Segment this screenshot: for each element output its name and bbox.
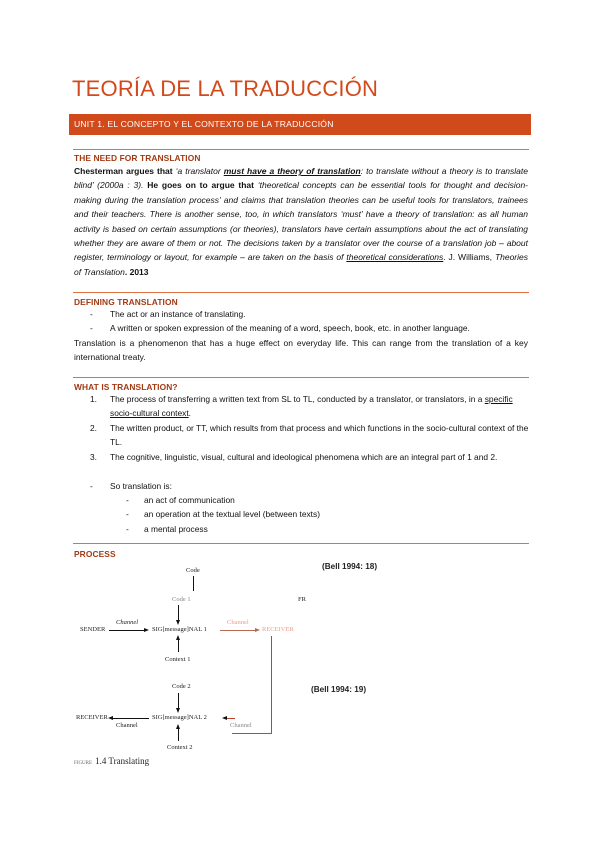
diagram-channel-1: Channel [116,619,139,626]
quote-2-emphasis: theoretical considerations [346,252,444,263]
diagram-line [178,640,179,652]
arrow-down-icon [176,620,180,625]
diagram-line [178,693,179,709]
defining-paragraph: Translation is a phenomenon that has a huge effect on everyday life. This can range from the translation of a key international treaty. [74,338,528,363]
diagram-line [113,718,149,719]
diagram-receiver-faded: RECEIVER [262,626,294,633]
quote-2: ‘theoretical concepts can be essential tools for thought and decision-making during the translation process’ and claims that translation theories can be useful tools for translators, trainees and their teachers. There is another sense, too, in which translators ‘must’ have a theory of translation: as all human activity is based on certain assumptions (or theories), translators have certain assumptions about the act of translating whether they are aware of them or not. The decisions taken by a translator over the course of a translation job – about register, terminology or layout, for example – are taken on the basis of [74,180,528,263]
section-heading-need: THE NEED FOR TRANSLATION [74,153,201,163]
quote-1-emphasis: must have a theory of translation [223,166,361,176]
section-heading-process: PROCESS [74,549,116,559]
citation-book: Theories of Translation [74,252,529,277]
so-translation-label: So translation is: [110,481,172,491]
arrow-right-icon [255,628,260,632]
diagram-connector-line [232,733,272,734]
diagram-code: Code [186,567,200,574]
figure-caption: FIGURE 1.4 Translating [74,756,150,766]
diagram-line [193,576,194,591]
list-item: 2. The written product, or TT, which results from that process and which functions in the socio-cultural context of the TL. [90,422,529,448]
translation-process-diagram [72,556,372,776]
quote-1-start: ‘a translator [175,166,224,176]
list-item: 3. The cognitive, linguistic, visual, cultural and ideological phenomena which are an integral part of 1 and 2. [90,451,498,462]
section-divider [73,543,529,544]
diagram-channel-red: Channel [227,619,249,626]
list-item: - The act or an instance of translating. [90,307,530,321]
list-item: - a mental process [126,522,526,536]
diagram-line [178,729,179,741]
section-heading-defining: DEFINING TRANSLATION [74,297,178,307]
section-divider [73,149,529,150]
diagram-connector-line [271,636,272,733]
dash-bullet-icon: - [90,323,93,334]
list-item: - an act of communication [126,493,526,507]
citation-year: . 2013 [124,266,149,277]
need-lead: Chesterman argues that [74,166,176,176]
diagram-line [178,605,179,621]
dash-bullet-icon: - [90,481,93,491]
citation-bell-19: (Bell 1994: 19) [311,685,367,694]
underlined-phrase: specific socio-cultural context [110,394,513,419]
defining-bullet-list [90,307,530,336]
need-paragraph [74,164,528,279]
list-item: 1. The process of transferring a written text from SL to TL, conducted by a translator, or translators, in a specific socio-cultural context. [90,394,513,419]
document-title: TEORÍA DE LA TRADUCCIÓN [72,76,379,101]
diagram-code-2: Code 2 [172,683,191,690]
diagram-line [109,630,145,631]
what-is-numbered-list [90,392,530,464]
section-divider [73,377,529,378]
section-divider [73,292,529,293]
diagram-line [227,718,235,719]
diagram-receiver: RECEIVER [76,714,108,721]
dash-bullet-icon: - [126,523,129,534]
diagram-signal-2: SIG[message]NAL 2 [152,714,207,721]
citation-author: . J. Williams, [443,252,495,263]
diagram-channel-2: Channel [116,722,138,729]
list-item: - an operation at the textual level (between texts) [126,507,526,521]
diagram-signal-1: SIG[message]NAL 1 [152,626,207,633]
diagram-line [220,630,256,631]
arrow-down-icon [176,708,180,713]
so-translation-item [90,479,530,493]
need-mid: He goes on to argue that [143,180,258,191]
unit-header-bar: UNIT 1. EL CONCEPTO Y EL CONTEXTO DE LA TRADUCCIÓN [69,114,531,135]
diagram-channel-3: Channel [230,722,252,729]
section-heading-what-is: WHAT IS TRANSLATION? [74,382,178,392]
diagram-fr-label: FR [298,596,306,603]
dash-bullet-icon: - [126,509,129,520]
list-item: - A written or spoken expression of the meaning of a word, speech, book, etc. in another language. [90,321,530,335]
diagram-code-1: Code 1 [172,596,191,603]
diagram-context-1: Context 1 [165,656,191,663]
citation-bell-18: (Bell 1994: 18) [322,562,378,571]
dash-bullet-icon: - [126,495,129,505]
so-translation-sublist [126,493,526,536]
arrow-right-icon [144,628,149,632]
diagram-sender: SENDER [80,626,106,633]
dash-bullet-icon: - [90,309,93,319]
figure-prefix: FIGURE [74,761,93,766]
quote-1-end: : to translate without a theory is to translate blind’ (2000a : 3). [74,166,528,191]
diagram-context-2: Context 2 [167,744,193,751]
